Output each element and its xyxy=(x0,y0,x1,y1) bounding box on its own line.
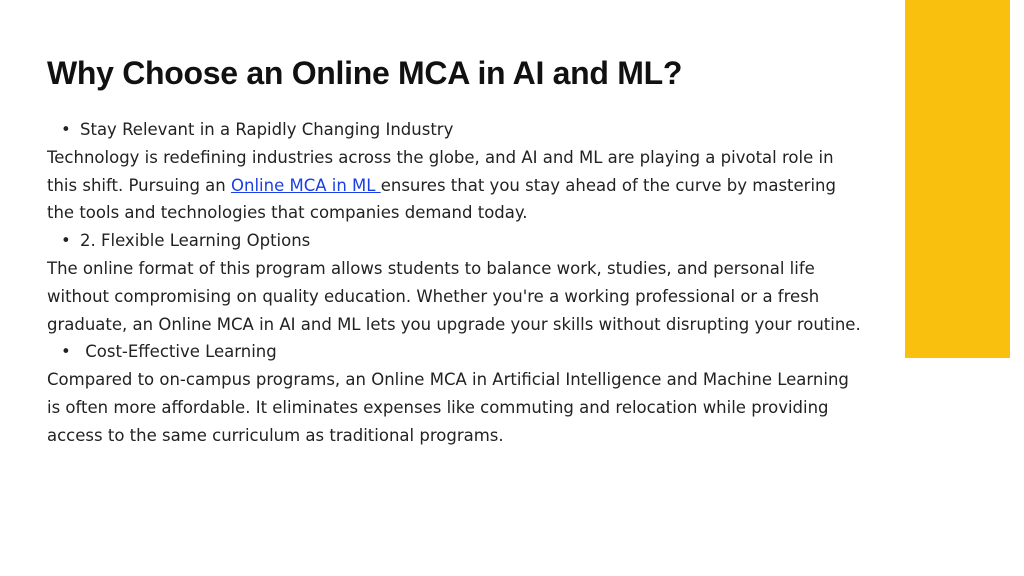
paragraph-stay-relevant xyxy=(47,144,867,227)
bullet-dot-icon: • xyxy=(61,231,71,251)
bullet-dot-icon: • xyxy=(61,342,71,362)
paragraph-cost-effective: Compared to on-campus programs, an Online MCA in Artificial Intelligence and Machine Learning is often more affordable. It eliminates expenses like commuting and relocation while providing access to the same curriculum as traditional programs. xyxy=(47,370,849,445)
online-mca-ml-link[interactable]: Online MCA in ML xyxy=(231,175,381,195)
yellow-accent-bar xyxy=(905,0,1010,358)
bullet-label: 2. Flexible Learning Options xyxy=(80,231,311,251)
slide-body xyxy=(47,116,867,450)
paragraph-text: Technology is redefining industries across the globe, and AI and ML are playing a pivotal role in this shift. Pursuing an xyxy=(47,147,834,195)
bullet-label: Stay Relevant in a Rapidly Changing Industry xyxy=(80,120,454,139)
paragraph-text: ensures that you stay ahead of the curve by mastering the tools and technologies that companies demand today. xyxy=(47,175,836,223)
bullet-item-flexible-learning xyxy=(47,227,867,255)
paragraph-flexible-learning: The online format of this program allows students to balance work, studies, and personal life without compromising on quality education. Whether you're a working professional or a fresh graduate, an Online MCA in AI and ML lets you upgrade your skills without disrupting your routine. xyxy=(47,258,861,334)
slide-title: Why Choose an Online MCA in AI and ML? xyxy=(47,55,683,91)
bullet-dot-icon: • xyxy=(61,120,71,139)
bullet-item-stay-relevant xyxy=(47,116,867,144)
bullet-label: Cost-Effective Learning xyxy=(80,342,277,362)
bullet-item-cost-effective xyxy=(47,338,867,366)
